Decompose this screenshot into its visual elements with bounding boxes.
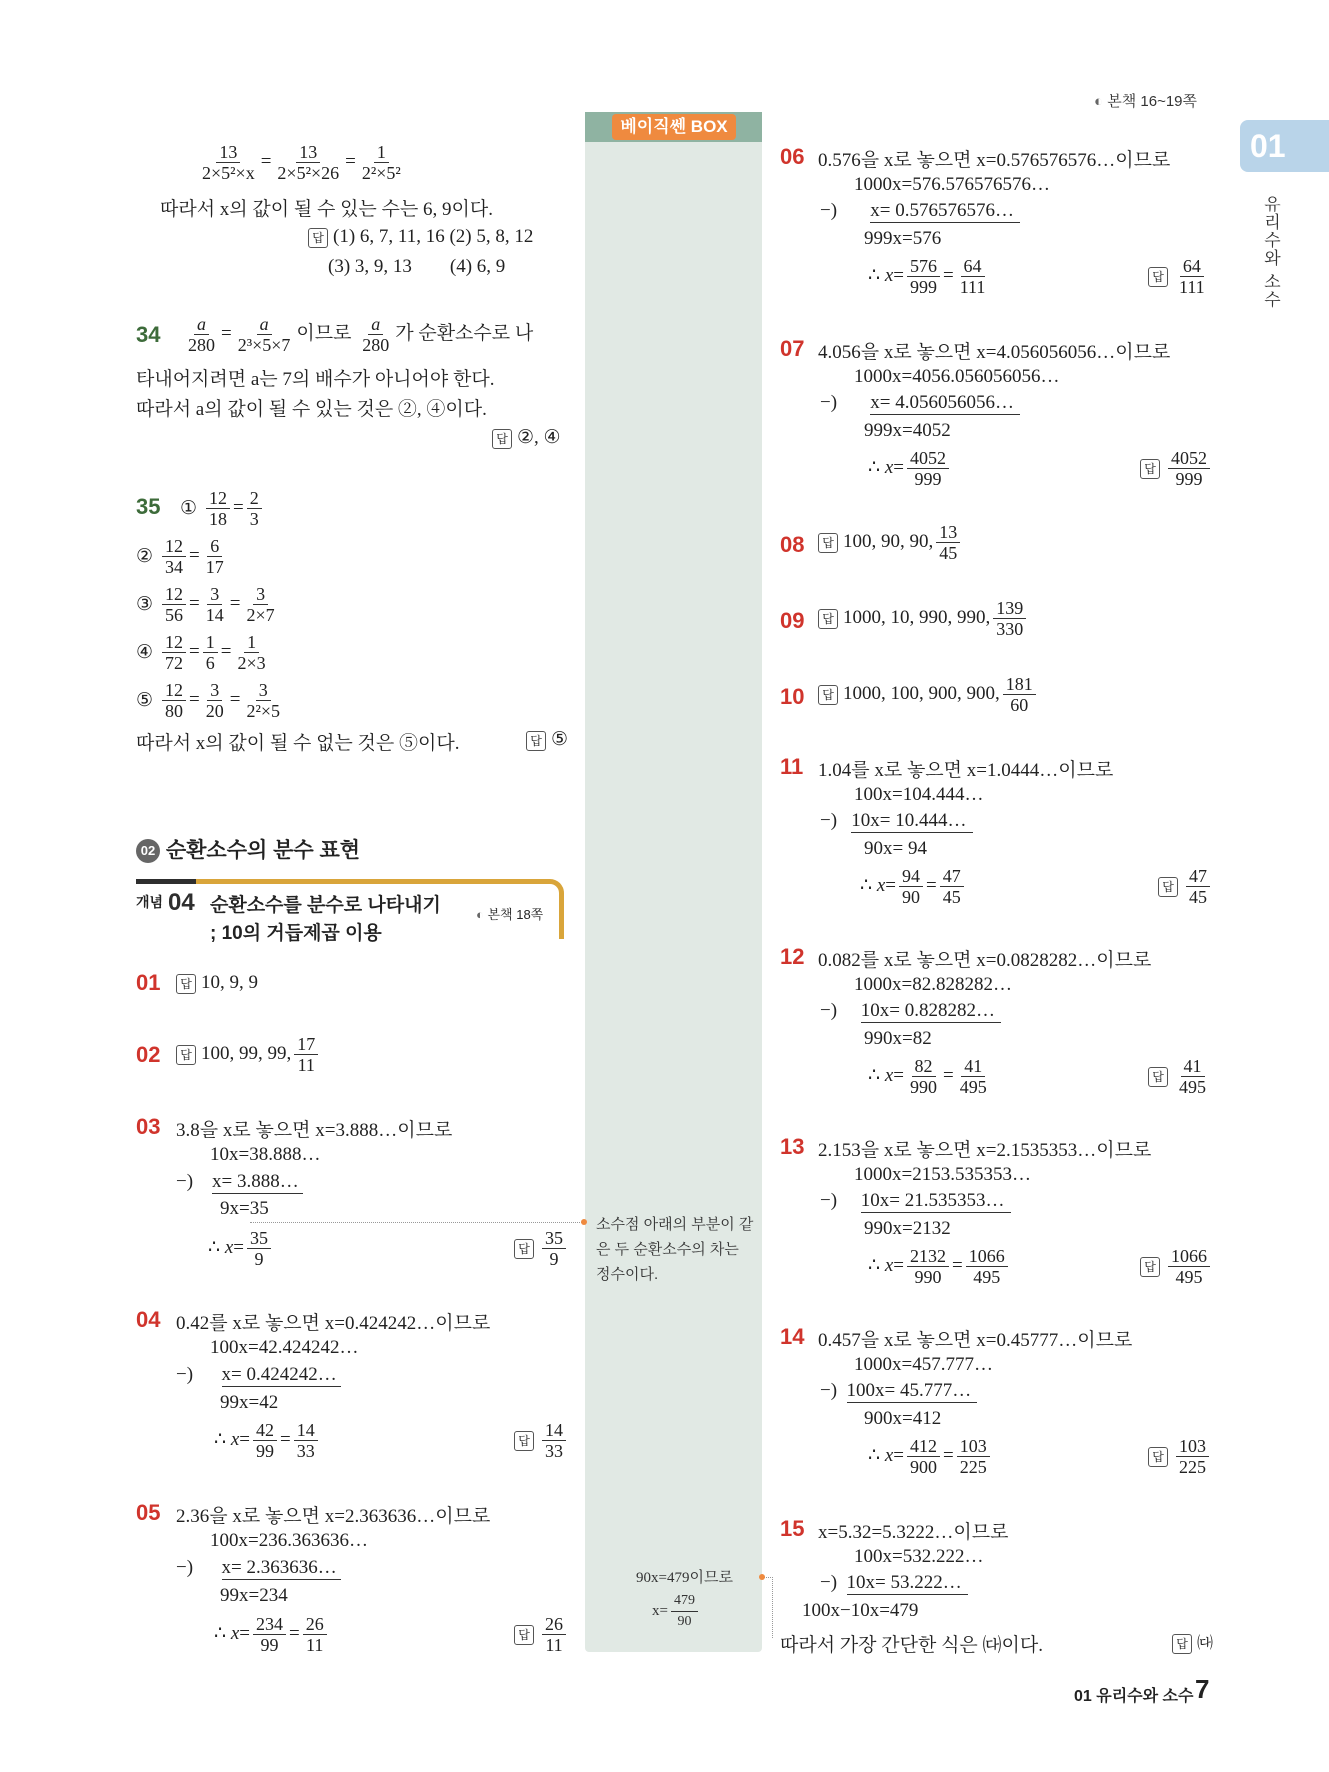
connector-line-1: [250, 1222, 584, 1223]
equals-sign: =: [229, 689, 241, 710]
p13-subtract: −) 10x= 21.535353…: [820, 1190, 1011, 1213]
problem-number-06: 06: [780, 144, 805, 169]
chapter-vertical-title: 유리수와 소수: [1261, 195, 1280, 309]
p35-row: [136, 676, 286, 724]
p06-result: ∴ x= $\frac{576}{999}$ = $\frac{64}{111}$: [868, 256, 986, 297]
p13-result: ∴ x= $\frac{2132}{990}$ = $\frac{1066}{495}$: [868, 1246, 1011, 1287]
p34-line1: $\frac{a}{280}$ = $\frac{a}{\text{2³×5×7}}$ 이므로 $\frac{a}{280}$ 가 순환소수로 나: [188, 314, 534, 355]
problem-number-34: 34: [136, 322, 161, 347]
p04-answer: 답 $\frac{14}{33}$: [514, 1420, 569, 1461]
box-note-1: 소수점 아래의 부분이 같은 두 순환소수의 차는 정수이다.: [596, 1216, 754, 1283]
equals-sign: =: [233, 497, 244, 518]
p33-answer-2: (3) 3, 9, 13 (4) 6, 9: [328, 256, 506, 277]
p35-choice-mark: ⑤: [136, 689, 154, 711]
p15-conclusion: 따라서 가장 간단한 식은 ㈐이다.: [780, 1635, 1043, 1656]
p35-fraction: $\frac{1}{6}$: [203, 632, 218, 673]
problem-number-13: 13: [780, 1134, 805, 1159]
p35-choice-mark: ②: [136, 545, 154, 567]
problem-number-07: 07: [780, 336, 805, 361]
p13-answer: 답 $\frac{1066}{495}$: [1140, 1246, 1213, 1287]
p12-subtract: −) 10x= 0.828282…: [820, 1000, 1001, 1023]
p13-lead: 2.153을 x로 놓으면 x=2.1535353…이므로: [818, 1140, 1152, 1161]
problem-number-03: 03: [136, 1114, 161, 1139]
p15-line3: 100x−10x=479: [802, 1600, 919, 1621]
p35-answer: 답 ⑤: [526, 728, 568, 751]
answer-icon: 답: [1148, 267, 1168, 287]
p07-lead: 4.056을 x로 놓으면 x=4.056056056…이므로: [818, 342, 1171, 363]
answer-icon: 답: [818, 533, 838, 553]
p12-lead: 0.082를 x로 놓으면 x=0.0828282…이므로: [818, 950, 1152, 971]
p07-subtract: −) x= 4.056056056…: [820, 392, 1020, 415]
box-note-2: 90x=479이므로 x= $\frac{479}{90}$: [636, 1566, 733, 1632]
p04-lead: 0.42를 x로 놓으면 x=0.424242…이므로: [176, 1313, 491, 1334]
p35-choice-mark: ④: [136, 641, 154, 663]
answer-icon: 답: [514, 1239, 534, 1259]
problem-number-08: 08: [780, 532, 805, 557]
p04-line3: 99x=42: [220, 1392, 279, 1413]
connector-dot-1: [581, 1219, 587, 1225]
section-badge: 02: [136, 839, 160, 863]
p12-line1: 1000x=82.828282…: [854, 974, 1012, 995]
p35-fraction: $\frac{3}{2\times 7}$: [246, 583, 275, 625]
p35-fraction: $\frac{12}{18}$: [206, 488, 230, 529]
connector-dot-2: [759, 1574, 765, 1580]
p03-answer: 답 $\frac{35}{9}$: [514, 1228, 569, 1269]
basic-box-label: 베이직쎈 BOX: [612, 114, 736, 140]
p11-line3: 90x= 94: [864, 838, 927, 859]
p03-subtract: −) x= 3.888…: [176, 1171, 303, 1194]
p35-row: [136, 580, 286, 628]
concept-number: 04: [168, 889, 195, 916]
answer-icon: 답: [1140, 1257, 1160, 1277]
p35-fraction: $\frac{12}{72}$: [162, 632, 186, 673]
equals-sign: =: [189, 545, 200, 566]
concept-title-1: 순환소수를 분수로 나타내기: [210, 895, 441, 916]
book-icon: ◐: [476, 907, 484, 922]
p33-equation: $\frac{13}{\text{2×5²×x}}$ = $\frac{13}{\text{2×5²×26}}$ = $\frac{1}{\text{2²×5²}}$: [202, 142, 401, 183]
answer-icon: 답: [526, 731, 546, 751]
p11-lead: 1.04를 x로 놓으면 x=1.0444…이므로: [818, 760, 1114, 781]
p35-fraction: $\frac{3}{14}$: [205, 583, 224, 625]
p35-row: [136, 628, 286, 676]
p03-lead: 3.8을 x로 놓으면 x=3.888…이므로: [176, 1120, 453, 1141]
answer-icon: 답: [514, 1625, 534, 1645]
section-heading: 02 순환소수의 분수 표현: [136, 834, 360, 864]
concept-bar-dark: [136, 879, 196, 884]
p07-line1: 1000x=4056.056056056…: [854, 366, 1060, 387]
problem-number-04: 04: [136, 1307, 161, 1332]
problem-number-05: 05: [136, 1500, 161, 1525]
answer-icon: 답: [176, 1045, 196, 1065]
p03-result: ∴ x= $\frac{35}{9}$: [208, 1228, 274, 1269]
problem-number-02: 02: [136, 1042, 161, 1067]
p34-answer: 답 ②, ④: [492, 426, 561, 449]
p06-lead: 0.576을 x로 놓으면 x=0.576576576…이므로: [818, 150, 1171, 171]
p10-answer: 답 1000, 100, 900, 900, $\frac{181}{60}$: [818, 674, 1039, 715]
answer-icon: 답: [818, 609, 838, 629]
problem-number-01: 01: [136, 970, 161, 995]
answer-icon: 답: [818, 685, 838, 705]
equals-sign: =: [220, 641, 232, 662]
p03-line1: 10x=38.888…: [210, 1144, 321, 1165]
problem-number-09: 09: [780, 608, 805, 633]
p14-lead: 0.457을 x로 놓으면 x=0.45777…이므로: [818, 1330, 1133, 1351]
equals-sign: =: [229, 593, 241, 614]
p05-result: ∴ x= $\frac{234}{99}$ = $\frac{26}{11}$: [214, 1614, 330, 1655]
p11-answer: 답 $\frac{47}{45}$: [1158, 866, 1213, 907]
problem-number-12: 12: [780, 944, 805, 969]
p34-line3: 따라서 a의 값이 될 수 있는 것은 ②, ④이다.: [136, 399, 487, 420]
p11-line1: 100x=104.444…: [854, 784, 984, 805]
p13-line3: 990x=2132: [864, 1218, 951, 1239]
p04-line1: 100x=42.424242…: [210, 1337, 359, 1358]
basic-box-column: [585, 112, 762, 1652]
p35-rows: [136, 484, 286, 724]
p35-fraction: $\frac{2}{3}$: [247, 488, 262, 529]
p15-subtract: −) 10x= 53.222…: [820, 1572, 968, 1595]
p15-lead: x=5.32=5.3222…이므로: [818, 1522, 1009, 1543]
p03-line3: 9x=35: [220, 1198, 269, 1219]
p05-answer: 답 $\frac{26}{11}$: [514, 1614, 569, 1655]
p07-answer: 답 $\frac{4052}{999}$: [1140, 448, 1213, 489]
p09-answer: 답 1000, 10, 990, 990, $\frac{139}{330}$: [818, 598, 1029, 639]
p11-result: ∴ x= $\frac{94}{90}$ = $\frac{47}{45}$: [860, 866, 967, 907]
p13-line1: 1000x=2153.535353…: [854, 1164, 1031, 1185]
answer-icon: 답: [308, 228, 328, 248]
box-note-fraction: $\frac{479}{90}$: [671, 1591, 698, 1632]
p35-row: [136, 484, 286, 532]
answer-icon: 답: [176, 974, 196, 994]
p35-fraction: $\frac{3}{\text{2²×5}}$: [246, 679, 281, 721]
p14-line1: 1000x=457.777…: [854, 1354, 993, 1375]
p11-subtract: −) 10x= 10.444…: [820, 810, 973, 833]
problem-number-35: 35: [136, 494, 161, 519]
p35-fraction: $\frac{12}{56}$: [162, 584, 186, 625]
p14-result: ∴ x= $\frac{412}{900}$ = $\frac{103}{225}$: [868, 1436, 993, 1477]
problem-number-14: 14: [780, 1324, 805, 1349]
page-number: 7: [1195, 1674, 1210, 1704]
answer-icon: 답: [1140, 459, 1160, 479]
p14-answer: 답 $\frac{103}{225}$: [1148, 1436, 1212, 1477]
p07-line3: 999x=4052: [864, 420, 951, 441]
answer-icon: 답: [492, 429, 512, 449]
footer-chapter: 01 유리수와 소수: [1074, 1688, 1194, 1705]
p08-answer: 답 100, 90, 90, $\frac{13}{45}$: [818, 522, 963, 563]
p35-row: [136, 532, 286, 580]
p06-line3: 999x=576: [864, 228, 942, 249]
p05-subtract: −) x= 2.363636…: [176, 1557, 341, 1580]
p01-answer: 답 10, 9, 9: [176, 972, 258, 994]
p04-result: ∴ x= $\frac{42}{99}$ = $\frac{14}{33}$: [214, 1420, 321, 1461]
p06-answer: 답 $\frac{64}{111}$: [1148, 256, 1211, 297]
answer-icon: 답: [1148, 1067, 1168, 1087]
chapter-number: 01: [1250, 128, 1286, 164]
p12-line3: 990x=82: [864, 1028, 932, 1049]
p35-fraction: $\frac{12}{80}$: [162, 680, 186, 721]
concept-book-ref: ◐ 본책 18쪽: [476, 907, 544, 922]
problem-number-15: 15: [780, 1516, 805, 1541]
concept-tag: 개념: [136, 894, 164, 910]
concept-title-2: ; 10의 거듭제곱 이용: [210, 923, 382, 944]
p12-answer: 답 $\frac{41}{495}$: [1148, 1056, 1212, 1097]
p35-choice-mark: ①: [180, 497, 198, 519]
p05-line1: 100x=236.363636…: [210, 1530, 368, 1551]
answer-icon: 답: [514, 1431, 534, 1451]
p02-answer: 답 100, 99, 99, $\frac{17}{11}$: [176, 1034, 321, 1075]
p33-conclusion: 따라서 x의 값이 될 수 있는 수는 6, 9이다.: [160, 199, 493, 220]
problem-number-11: 11: [780, 754, 804, 779]
p06-line1: 1000x=576.576576576…: [854, 174, 1050, 195]
p34-line2: 타내어지려면 a는 7의 배수가 아니어야 한다.: [136, 369, 495, 390]
p05-lead: 2.36을 x로 놓으면 x=2.363636…이므로: [176, 1506, 491, 1527]
p35-fraction: $\frac{1}{2\times 3}$: [237, 631, 266, 673]
p35-fraction: $\frac{3}{20}$: [205, 679, 224, 721]
concept-bar-gold: [196, 879, 546, 884]
p12-result: ∴ x= $\frac{82}{990}$ = $\frac{41}{495}$: [868, 1056, 987, 1097]
answer-icon: 답: [1148, 1447, 1168, 1467]
p35-fraction: $\frac{12}{34}$: [162, 536, 186, 577]
p15-line1: 100x=532.222…: [854, 1546, 984, 1567]
problem-number-10: 10: [780, 684, 805, 709]
p14-subtract: −) 100x= 45.777…: [820, 1380, 977, 1403]
p04-subtract: −) x= 0.424242…: [176, 1364, 341, 1387]
p05-line3: 99x=234: [220, 1585, 288, 1606]
answer-icon: 답: [1172, 1634, 1192, 1654]
book-icon: ◐: [1094, 93, 1104, 110]
p07-result: ∴ x= $\frac{4052}{999}$: [868, 448, 952, 489]
p35-fraction: $\frac{6}{17}$: [205, 535, 224, 577]
equals-sign: =: [189, 689, 200, 710]
p06-subtract: −) x= 0.576576576…: [820, 200, 1020, 223]
equals-sign: =: [189, 593, 200, 614]
p33-answer-1: 답 (1) 6, 7, 11, 16 (2) 5, 8, 12: [308, 226, 533, 248]
p35-choice-mark: ③: [136, 593, 154, 615]
answer-icon: 답: [1158, 877, 1178, 897]
equals-sign: =: [189, 641, 200, 662]
book-reference: ◐ 본책 16~19쪽: [1094, 93, 1198, 110]
p35-conclusion: 따라서 x의 값이 될 수 없는 것은 ⑤이다.: [136, 733, 460, 754]
p15-answer: 답 ㈐: [1172, 1630, 1213, 1654]
connector-line-2: [762, 1577, 773, 1638]
p14-line3: 900x=412: [864, 1408, 942, 1429]
